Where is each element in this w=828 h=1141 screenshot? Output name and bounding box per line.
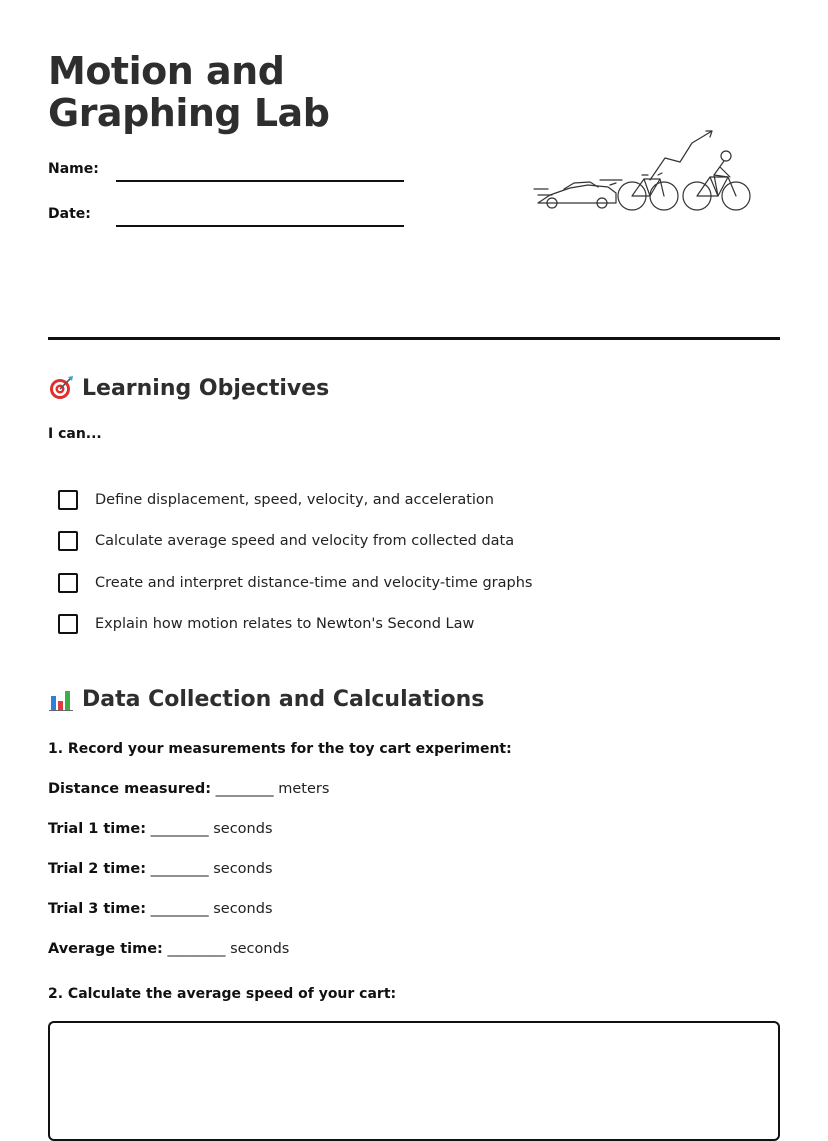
objective-label: Define displacement, speed, velocity, and acceleration [95, 492, 494, 508]
objective-label: Calculate average speed and velocity from collected data [95, 533, 515, 549]
motion-illustration [530, 125, 755, 215]
name-label: Name: [48, 161, 99, 177]
name-field[interactable] [116, 180, 404, 182]
data-heading [48, 686, 484, 712]
measurement-label: Trial 1 time: [48, 821, 147, 837]
measurement-blank[interactable]: ________ [150, 821, 209, 837]
page-title: Motion and Graphing Lab [48, 49, 330, 135]
date-label: Date: [48, 206, 91, 222]
answer-box[interactable] [48, 1021, 780, 1141]
measurement-row[interactable] [48, 781, 329, 797]
objective-item[interactable] [58, 612, 474, 636]
objective-item[interactable] [58, 529, 514, 553]
data-title: Data Collection and Calculations [82, 686, 485, 712]
bar-chart-icon [48, 686, 74, 712]
question-1: 1. Record your measurements for the toy cart experiment: [48, 741, 512, 757]
objective-checkbox[interactable] [58, 573, 78, 593]
measurement-blank[interactable]: ________ [167, 941, 226, 957]
measurement-unit: seconds [230, 941, 290, 957]
date-field[interactable] [116, 225, 404, 227]
objective-label: Explain how motion relates to Newton's Second Law [95, 616, 475, 632]
measurement-blank[interactable]: ________ [215, 781, 274, 797]
objective-checkbox[interactable] [58, 614, 78, 634]
measurement-row[interactable] [48, 821, 273, 837]
objective-checkbox[interactable] [58, 490, 78, 510]
section-divider [48, 337, 780, 340]
measurement-blank[interactable]: ________ [150, 901, 209, 917]
objectives-intro: I can... [48, 426, 102, 442]
measurement-unit: seconds [213, 861, 273, 877]
measurement-unit: seconds [213, 821, 273, 837]
question-2: 2. Calculate the average speed of your cart: [48, 986, 397, 1002]
objective-label: Create and interpret distance-time and velocity-time graphs [95, 575, 533, 591]
measurement-label: Average time: [48, 941, 163, 957]
objective-item[interactable] [58, 571, 532, 595]
measurement-blank[interactable]: ________ [150, 861, 209, 877]
objectives-heading [48, 375, 329, 401]
measurement-label: Trial 3 time: [48, 901, 147, 917]
objective-checkbox[interactable] [58, 531, 78, 551]
objective-item[interactable] [58, 488, 494, 512]
measurement-label: Distance measured: [48, 781, 211, 797]
target-icon [48, 375, 74, 401]
measurement-unit: meters [278, 781, 330, 797]
measurement-unit: seconds [213, 901, 273, 917]
objectives-title: Learning Objectives [82, 375, 330, 401]
measurement-row[interactable] [48, 901, 273, 917]
measurement-row[interactable] [48, 861, 273, 877]
measurement-label: Trial 2 time: [48, 861, 147, 877]
measurement-row[interactable] [48, 941, 289, 957]
